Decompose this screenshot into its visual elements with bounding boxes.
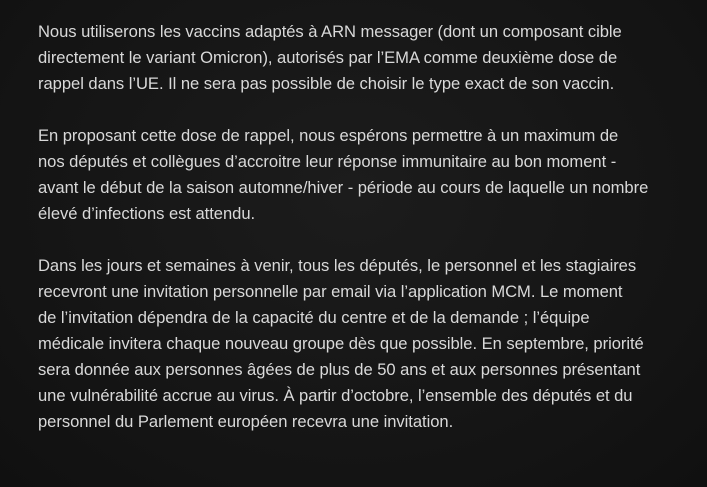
text-line: Dans les jours et semaines à venir, tous les députés, le personnel et les stagiaires [38, 256, 637, 275]
text-line: avant le début de la saison automne/hiver - période au cours de laquelle un nombre [38, 178, 649, 197]
text-line: nos députés et collègues d’accroitre leur réponse immunitaire au bon moment - [38, 152, 617, 171]
paragraph-vaccine-type [38, 19, 689, 97]
message-body [38, 19, 689, 435]
text-line: de l’invitation dépendra de la capacité du centre et de la demande ; l’équipe [38, 308, 590, 327]
text-line: une vulnérabilité accrue au virus. À partir d’octobre, l’ensemble des députés et du [38, 386, 633, 405]
text-line: Nous utiliserons les vaccins adaptés à ARN messager (dont un composant cible [38, 22, 622, 41]
text-line: élevé d’infections est attendu. [38, 204, 256, 223]
paragraph-booster-purpose [38, 123, 689, 227]
text-line: médicale invitera chaque nouveau groupe dès que possible. En septembre, priorité [38, 334, 644, 353]
text-line: directement le variant Omicron), autorisés par l’EMA comme deuxième dose de [38, 48, 618, 67]
paragraph-invitation-schedule [38, 253, 689, 435]
text-line: rappel dans l’UE. Il ne sera pas possible de choisir le type exact de son vaccin. [38, 74, 615, 93]
text-line: sera donnée aux personnes âgées de plus de 50 ans et aux personnes présentant [38, 360, 641, 379]
text-line: En proposant cette dose de rappel, nous espérons permettre à un maximum de [38, 126, 619, 145]
text-line: personnel du Parlement européen recevra une invitation. [38, 412, 454, 431]
text-line: recevront une invitation personnelle par email via l’application MCM. Le moment [38, 282, 623, 301]
